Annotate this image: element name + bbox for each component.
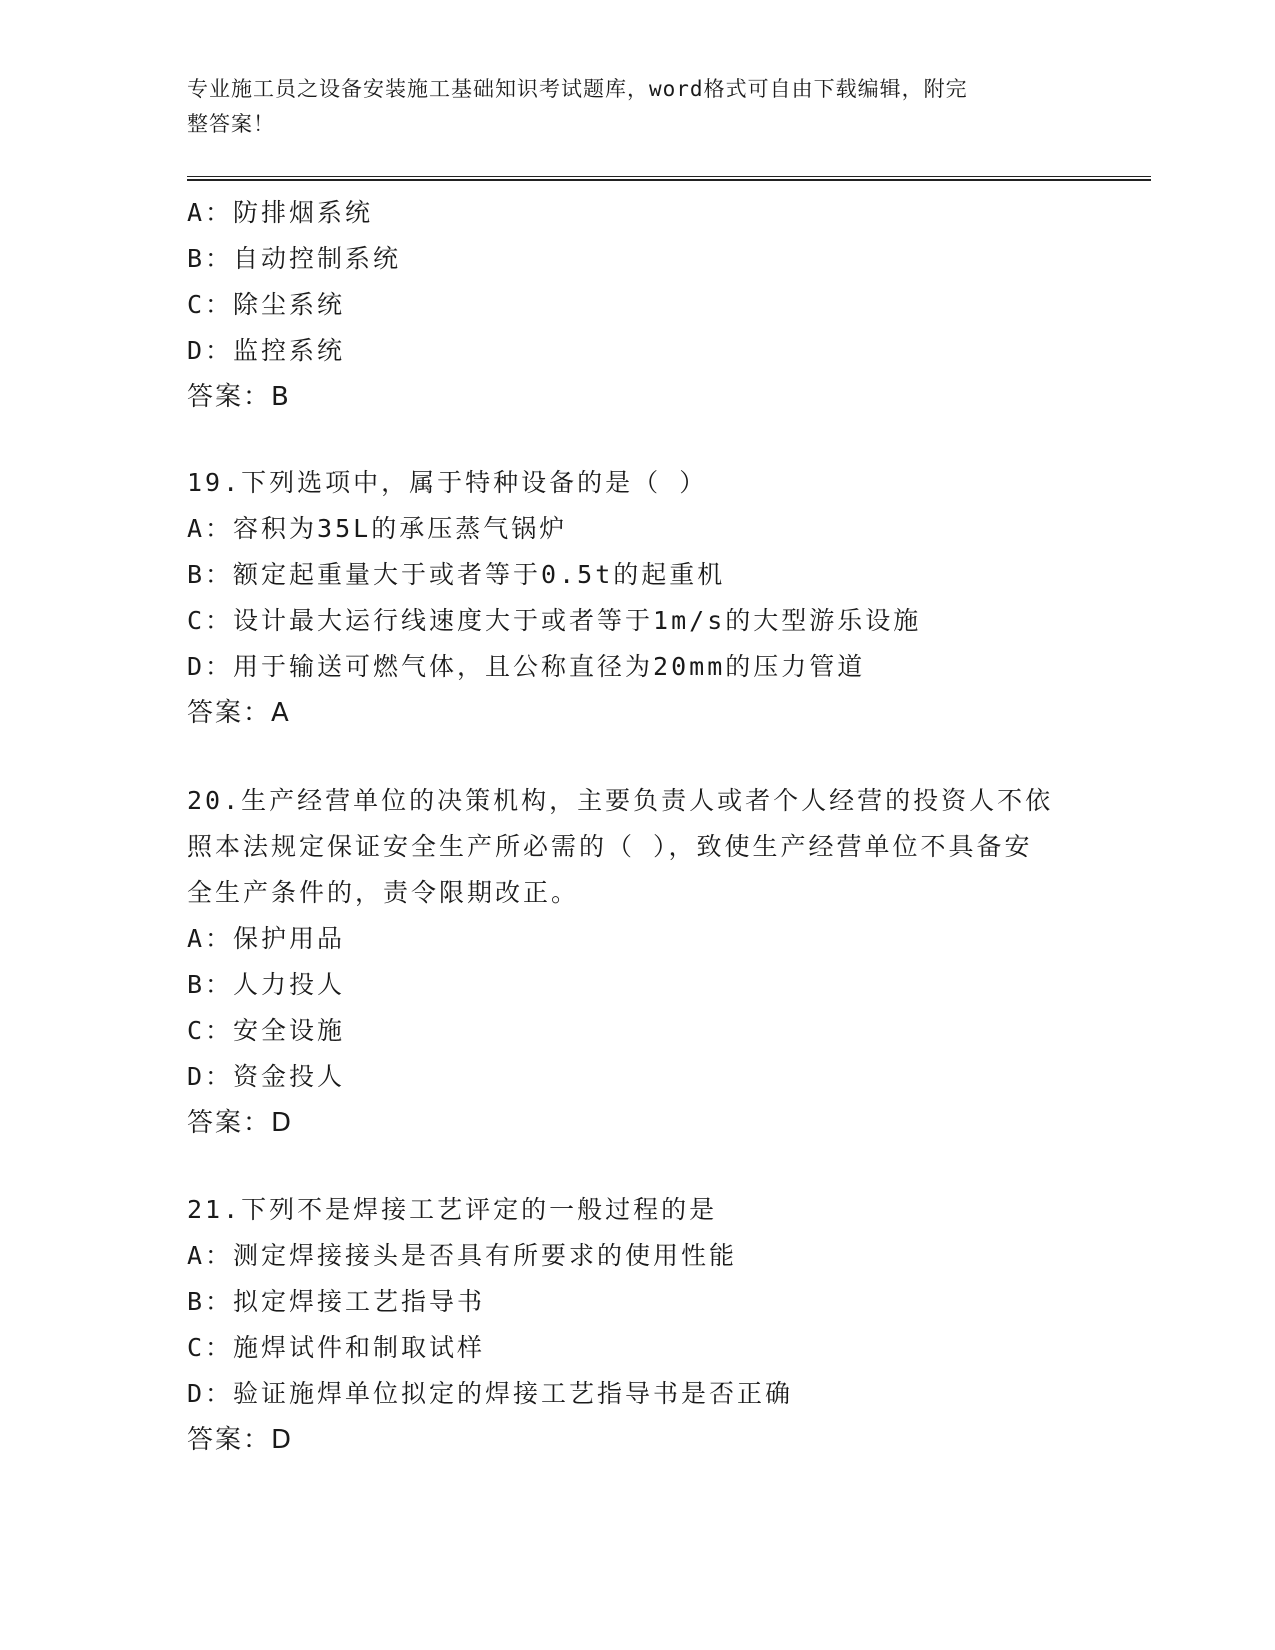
- answer-line: 答案：A: [187, 698, 291, 728]
- option-c: C：设计最大运行线速度大于或者等于1m/s的大型游乐设施: [187, 606, 922, 635]
- option-d: D：资金投人: [187, 1062, 346, 1091]
- question-stem: 21.下列不是焊接工艺评定的一般过程的是: [187, 1195, 718, 1224]
- answer-line: 答案：D: [187, 1108, 294, 1138]
- header-line-2: 整答案！: [187, 112, 275, 136]
- header-line-1: 专业施工员之设备安装施工基础知识考试题库，word格式可自由下载编辑，附完: [187, 77, 968, 101]
- question-stem-line-1: 20.生产经营单位的决策机构，主要负责人或者个人经营的投资人不依: [187, 786, 1054, 815]
- option-d: D：验证施焊单位拟定的焊接工艺指导书是否正确: [187, 1379, 794, 1408]
- option-d: D：用于输送可燃气体，且公称直径为20mm的压力管道: [187, 652, 866, 681]
- answer-line: 答案：B: [187, 382, 291, 412]
- answer-line: 答案：D: [187, 1425, 294, 1455]
- question-19: [187, 460, 1087, 736]
- question-stem-line-2: 照本法规定保证安全生产所必需的（ ），致使生产经营单位不具备安: [187, 832, 1033, 861]
- option-a: A：防排烟系统: [187, 198, 374, 227]
- question-18-continuation: [187, 190, 1087, 420]
- header-divider: [187, 176, 1151, 181]
- question-stem-line-3: 全生产条件的，责令限期改正。: [187, 878, 580, 907]
- question-21: [187, 1187, 1087, 1463]
- option-b: B：额定起重量大于或者等于0.5t的起重机: [187, 560, 726, 589]
- option-b: B：拟定焊接工艺指导书: [187, 1287, 486, 1316]
- option-b: B：自动控制系统: [187, 244, 402, 273]
- option-a: A：保护用品: [187, 924, 346, 953]
- option-a: A：测定焊接接头是否具有所要求的使用性能: [187, 1241, 738, 1270]
- option-c: C：安全设施: [187, 1016, 346, 1045]
- question-stem: 19.下列选项中，属于特种设备的是（ ）: [187, 468, 708, 497]
- question-20: [187, 778, 1087, 1146]
- option-a: A：容积为35L的承压蒸气锅炉: [187, 514, 568, 543]
- option-c: C：施焊试件和制取试样: [187, 1333, 486, 1362]
- page-header: [187, 72, 1067, 142]
- option-d: D：监控系统: [187, 336, 346, 365]
- option-c: C：除尘系统: [187, 290, 346, 319]
- option-b: B：人力投人: [187, 970, 346, 999]
